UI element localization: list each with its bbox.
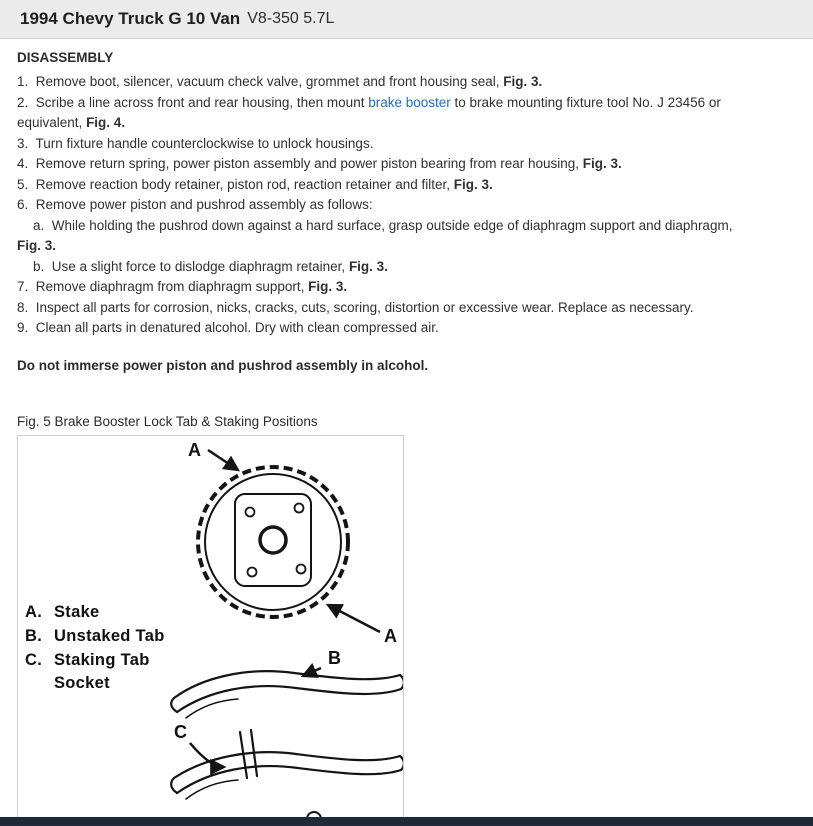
step-text: 3. Turn fixture handle counterclockwise to unlock housings. bbox=[17, 135, 374, 151]
step-text: 5. Remove reaction body retainer, piston rod, reaction retainer and filter, bbox=[17, 176, 454, 192]
legend-text-stake: Stake bbox=[54, 602, 100, 621]
page-title: 1994 Chevy Truck G 10 Van bbox=[20, 9, 241, 28]
main-content bbox=[0, 39, 813, 825]
fig-reference: Fig. 3. bbox=[453, 176, 493, 192]
step-text: equivalent, bbox=[17, 115, 87, 130]
figure-box bbox=[17, 435, 404, 825]
step-item bbox=[17, 93, 785, 134]
mounting-plate bbox=[235, 494, 311, 586]
step-text: 1. Remove boot, silencer, vacuum check valve, grommet and front housing seal, bbox=[17, 74, 504, 89]
fig-reference: Fig. 3. bbox=[503, 74, 543, 89]
legend-text-socket: Socket bbox=[54, 673, 110, 692]
step-item bbox=[17, 134, 785, 155]
step-text: 9. Clean all parts in denatured alcohol. Dry with clean compressed air. bbox=[17, 320, 439, 335]
steps-list bbox=[17, 72, 785, 339]
figure-drawing bbox=[18, 436, 403, 824]
arrow-c bbox=[190, 743, 224, 767]
callout-a-top-label: A bbox=[188, 439, 201, 460]
callout-c-label: C bbox=[174, 721, 187, 742]
step-text: b. Use a slight force to dislodge diaphragm retainer, bbox=[33, 258, 349, 274]
callout-a-right-label: A bbox=[384, 625, 397, 646]
fig-reference: Fig. 4. bbox=[86, 115, 126, 130]
fig-reference: Fig. 3. bbox=[348, 258, 388, 274]
step-item bbox=[17, 277, 785, 298]
fig-reference: Fig. 3. bbox=[582, 156, 622, 171]
callout-b-label: B bbox=[328, 647, 341, 668]
figure-caption: Fig. 5 Brake Booster Lock Tab & Staking Positions bbox=[17, 413, 318, 429]
cross-section-drawing bbox=[171, 671, 403, 824]
fig-reference: Fig. 3. bbox=[308, 279, 348, 294]
warning-note: Do not immerse power piston and pushrod assembly in alcohol. bbox=[17, 357, 429, 373]
legend-letter-c: C. bbox=[25, 650, 43, 669]
fig-reference: Fig. 3. bbox=[17, 238, 57, 253]
step-item bbox=[17, 298, 785, 319]
step-item bbox=[17, 72, 785, 93]
step-text: a. While holding the pushrod down against a hard surface, grasp outside edge of diaphragm support and diaphragm, bbox=[33, 217, 733, 233]
section-title: DISASSEMBLY bbox=[17, 50, 114, 65]
arrow-a-right bbox=[328, 605, 380, 632]
legend-text-unstaked-tab: Unstaked Tab bbox=[54, 626, 165, 645]
brake-booster-link[interactable]: brake booster bbox=[368, 94, 451, 110]
step-text: 4. Remove return spring, power piston assembly and power piston bearing from rear housing, bbox=[17, 156, 583, 171]
step-item bbox=[17, 318, 785, 339]
legend-text-staking-tab: Staking Tab bbox=[54, 650, 150, 669]
step-text: 8. Inspect all parts for corrosion, nicks, cracks, cuts, scoring, distortion or excessive wear. Replace as necessary. bbox=[17, 299, 694, 315]
step-item bbox=[17, 257, 785, 278]
bottom-bar bbox=[0, 817, 813, 826]
step-text: 2. Scribe a line across front and rear housing, then mount bbox=[17, 94, 369, 110]
step-text: 6. Remove power piston and pushrod assembly as follows: bbox=[17, 197, 373, 212]
arrow-a-top bbox=[208, 450, 238, 470]
step-item bbox=[17, 154, 785, 175]
legend-letter-a: A. bbox=[25, 602, 43, 621]
step-text: to brake mounting fixture tool No. J 23456 or bbox=[450, 94, 721, 110]
step-item bbox=[17, 195, 785, 216]
step-item bbox=[17, 175, 785, 196]
legend-letter-b: B. bbox=[25, 626, 43, 645]
step-item bbox=[17, 216, 785, 257]
step-text: 7. Remove diaphragm from diaphragm support, bbox=[17, 279, 309, 294]
page-subtitle: V8-350 5.7L bbox=[247, 10, 335, 27]
booster-housing-drawing bbox=[198, 467, 348, 617]
header-bar bbox=[0, 0, 813, 39]
